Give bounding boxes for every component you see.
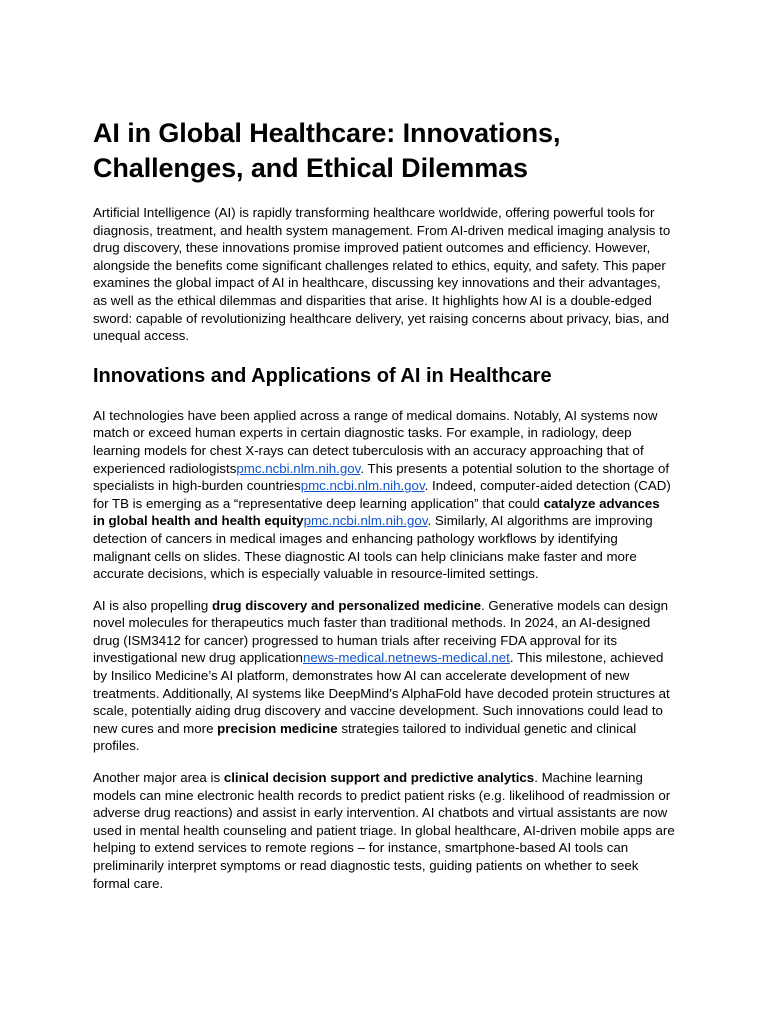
text-span: . Indeed, computer-aided detection (CAD) for TB is emerging as a “representative deep learning application” that could: [93, 478, 671, 511]
text-span: . This milestone, achieved by Insilico Medicine’s AI platform, demonstrates how AI can accelerate development of new treatments. Additionally, AI systems like DeepMind’s AlphaFold have decoded protein structures at scale, potentially aiding drug discovery and vaccine development. Such innovations could lead to new cures and more: [93, 650, 670, 736]
text-span: . This presents a potential solution to the shortage of specialists in high-burden countries: [93, 460, 670, 494]
text-span: AI technologies have been applied across a range of medical domains. Notably, AI systems now match or exceed human experts in certain diagnostic tasks. For example, in radiology, deep learning models for chest X-rays can detect tuberculosis with an accuracy approaching that of experienced radiologists: [93, 407, 658, 476]
bold-text: catalyze advances in global health and health equity: [93, 495, 660, 529]
document-title: AI in Global Healthcare: Innovations, Challenges, and Ethical Dilemmas: [93, 118, 561, 183]
bold-text: drug discovery and personalized medicine: [212, 597, 481, 613]
citation-link[interactable]: news-medical.netnews-medical.net: [302, 650, 510, 666]
section-heading-innovations: Innovations and Applications of AI in Healthcare: [93, 364, 552, 387]
bold-text: precision medicine: [217, 720, 338, 736]
paragraph-decision-support: [93, 769, 675, 892]
text-span: . Generative models can design novel molecules for therapeutics much faster than traditional methods. In 2024, an AI-designed drug (ISM3412 for cancer) progressed to human trials after receiving FDA approval for its investigational new drug application: [93, 597, 668, 666]
text-span: AI is also propelling: [93, 597, 212, 613]
intro-paragraph: Artificial Intelligence (AI) is rapidly transforming healthcare worldwide, offering powerful tools for diagnosis, treatment, and health system management. From AI-driven medical imaging analysis to drug discovery, these innovations promise improved patient outcomes and efficiency. However, alongside the benefits come significant challenges related to ethics, equity, and safety. This paper examines the global impact of AI in healthcare, discussing key innovations and their advantages, as well as the ethical dilemmas and disparities that arise. It highlights how AI is a double-edged sword: capable of revolutionizing healthcare delivery, yet raising concerns about privacy, bias, and unequal access.: [93, 205, 671, 344]
paragraph-drug-discovery: [93, 597, 675, 755]
text-span: . Similarly, AI algorithms are improving detection of cancers in medical images and enhancing pathology workflows by identifying malignant cells on slides. These diagnostic AI tools can help clinicians make faster and more accurate decisions, which is especially valuable in resource-limited settings.: [93, 513, 653, 582]
paragraph-diagnostics: [93, 407, 675, 583]
text-span: . Machine learning models can mine electronic health records to predict patient risks (e.g. likelihood of readmission or adverse drug reactions) and assist in early intervention. AI chatbots and virtual assistants are now used in mental health counseling and patient triage. In global healthcare, AI-driven mobile apps are helping to extend services to remote regions – for instance, smartphone-based AI tools can preliminarily interpret symptoms or read diagnostic tests, guiding patients on whether to seek formal care.: [93, 770, 675, 891]
bold-text: clinical decision support and predictive analytics: [223, 770, 535, 786]
citation-link[interactable]: pmc.ncbi.nlm.nih.gov: [236, 460, 361, 476]
text-span: strategies tailored to individual genetic and clinical profiles.: [93, 720, 637, 754]
text-span: Another major area is: [93, 770, 224, 786]
citation-link[interactable]: pmc.ncbi.nlm.nih.gov: [303, 513, 428, 529]
citation-link[interactable]: pmc.ncbi.nlm.nih.gov: [300, 478, 425, 494]
